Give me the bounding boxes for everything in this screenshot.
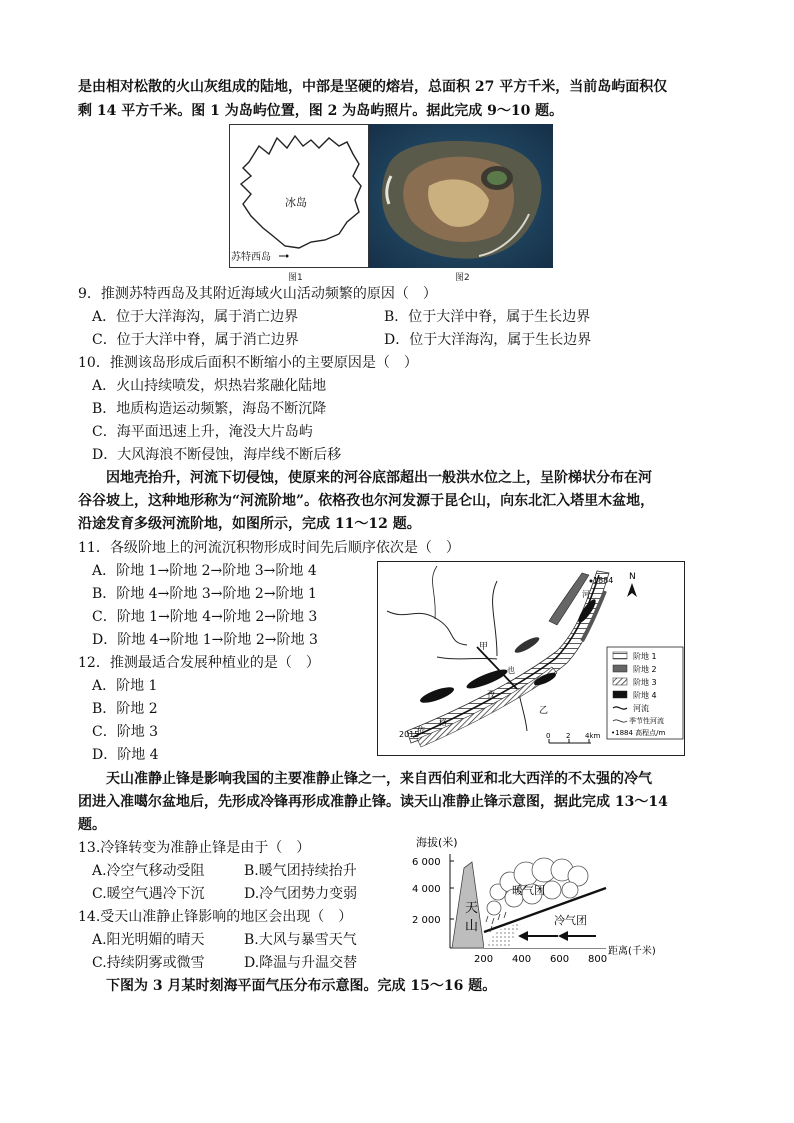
q13-option-d[interactable]: D.冷气团势力变弱: [244, 886, 358, 902]
q13-option-b[interactable]: B.暖气团持续抬升: [244, 863, 357, 879]
q11-option-b[interactable]: B．阶地 4→阶地 3→阶地 2→阶地 1: [92, 586, 317, 602]
front-xtick-200: 200: [474, 954, 494, 965]
warm-air-mass-label: 暖气团: [512, 884, 545, 897]
q12-stem: 12．推测最适合发展种植业的是（ ）: [78, 655, 320, 671]
intro-line-1: 是由相对松散的火山灰组成的陆地，中部是坚硬的熔岩，总面积 27 平方千米，当前岛屿面积仅: [78, 79, 668, 95]
iceland-map: [229, 124, 369, 268]
river-char-he: 河: [582, 590, 590, 599]
island-photo: [369, 124, 553, 268]
q10-option-d[interactable]: D．大风海浪不断侵蚀，海岸线不断后移: [92, 447, 342, 463]
tianshan-char-2: 山: [465, 919, 479, 934]
q14-option-a[interactable]: A.阳光明媚的晴天: [92, 932, 205, 948]
tianshan-char-1: 天: [465, 901, 479, 916]
q11-option-a[interactable]: A．阶地 1→阶地 2→阶地 3→阶地 4: [92, 563, 317, 579]
q14-option-b[interactable]: B.大风与暴雪天气: [244, 932, 357, 948]
label-yi: 乙: [539, 706, 549, 716]
q10-option-c[interactable]: C．海平面迅速上升，淹没大片岛屿: [92, 424, 313, 440]
legend-elevation-point: •1884 高程点/m: [611, 729, 666, 737]
cold-air-mass-label: 冷气团: [554, 914, 587, 927]
legend-river: 河流: [633, 704, 649, 713]
legend-terrace-1: 阶地 1: [633, 652, 657, 661]
river-char-ge: 格: [439, 718, 447, 727]
q14-option-c[interactable]: C.持续阴雾或微雪: [92, 955, 205, 971]
passage3-line-3: 题。: [78, 817, 106, 833]
passage2-line-2: 谷谷坡上，这种地形称为“河流阶地”。依格孜也尔河发源于昆仑山，向东北汇入塔里木盆地，: [78, 493, 655, 509]
legend-terrace-4: 阶地 4: [633, 691, 657, 700]
river-char-ye: 也: [507, 666, 515, 675]
river-char-yi: 依: [417, 726, 425, 735]
front-ylabel: 海拔(米): [416, 836, 458, 849]
q9-stem: 9．推测苏特西岛及其附近海域火山活动频繁的原因（ ）: [78, 286, 437, 302]
label-surtsey: 苏特西岛: [231, 252, 271, 263]
legend-seasonal-river: 季节性河流: [629, 717, 664, 725]
svg-text:4km: 4km: [585, 732, 601, 740]
q10-option-b[interactable]: B．地质构造运动频繁，海岛不断沉降: [92, 401, 327, 417]
q11-option-c[interactable]: C．阶地 1→阶地 4→阶地 2→阶地 3: [92, 609, 318, 625]
q13-option-c[interactable]: C.暖空气遇冷下沉: [92, 886, 205, 902]
front-xtick-400: 400: [512, 954, 532, 965]
river-char-zi: 孜: [487, 690, 495, 699]
river-terrace-map: [377, 561, 685, 756]
q14-option-d[interactable]: D.降温与升温交替: [244, 955, 358, 971]
q12-option-d[interactable]: D．阶地 4: [92, 747, 159, 763]
passage2-line-1: 因地壳抬升，河流下切侵蚀，使原来的河谷底部超出一般洪水位之上，呈阶梯状分布在河: [106, 470, 652, 486]
q10-option-a[interactable]: A．火山持续喷发，炽热岩浆融化陆地: [92, 378, 327, 394]
elev-point-top: 1884: [593, 576, 614, 585]
q12-option-c[interactable]: C．阶地 3: [92, 724, 159, 740]
front-ytick-6000: 6 000: [412, 857, 441, 868]
closing-line: 下图为 3 月某时刻海平面气压分布示意图。完成 15～16 题。: [106, 978, 497, 994]
intro-line-2: 剩 14 平方千米。图 1 为岛屿位置，图 2 为岛屿照片。据此完成 9～10 题。: [78, 103, 564, 119]
caption-fig1: 图1: [288, 273, 303, 283]
q13-option-a[interactable]: A.冷空气移动受阻: [92, 863, 205, 879]
caption-fig2: 图2: [455, 273, 470, 283]
passage2-line-3: 沿途发育多级河流阶地，如图所示，完成 11～12 题。: [78, 516, 421, 532]
elev-point-bottom: 2015: [399, 730, 420, 739]
svg-text:2: 2: [566, 732, 571, 740]
svg-text:0: 0: [546, 732, 551, 740]
legend-terrace-3: 阶地 3: [633, 678, 657, 687]
q11-option-d[interactable]: D．阶地 4→阶地 1→阶地 2→阶地 3: [92, 632, 318, 648]
q13-stem: 13.冷锋转变为准静止锋是由于（ ）: [78, 840, 311, 856]
q12-option-a[interactable]: A．阶地 1: [92, 678, 158, 694]
q9-option-c[interactable]: C．位于大洋中脊，属于消亡边界: [92, 332, 299, 348]
q14-stem: 14.受天山准静止锋影响的地区会出现（ ）: [78, 909, 353, 925]
front-ytick-4000: 4 000: [412, 884, 441, 895]
tianshan-front-diagram: [412, 832, 656, 968]
legend-terrace-2: 阶地 2: [633, 665, 657, 674]
q9-option-a[interactable]: A．位于大洋海沟，属于消亡边界: [92, 309, 299, 325]
q12-option-b[interactable]: B．阶地 2: [92, 701, 158, 717]
north-label: N: [629, 572, 636, 582]
front-ytick-2000: 2 000: [412, 915, 441, 926]
front-xtick-600: 600: [550, 954, 570, 965]
q9-option-b[interactable]: B．位于大洋中脊，属于生长边界: [384, 309, 591, 325]
q9-option-d[interactable]: D．位于大洋海沟，属于生长边界: [384, 332, 592, 348]
terrace-legend: [607, 647, 683, 739]
passage3-line-2: 团进入准噶尔盆地后，先形成冷锋再形成准静止锋。读天山准静止锋示意图，据此完成 13～14: [78, 794, 668, 810]
label-iceland: 冰岛: [285, 196, 307, 209]
q10-stem: 10．推测该岛形成后面积不断缩小的主要原因是（ ）: [78, 355, 418, 371]
front-xlabel: 距离(千米): [608, 946, 656, 957]
q11-stem: 11．各级阶地上的河流沉积物形成时间先后顺序依次是（ ）: [78, 540, 460, 556]
passage3-line-1: 天山准静止锋是影响我国的主要准静止锋之一，来自西伯利亚和北大西洋的不太强的冷气: [106, 771, 652, 787]
front-xtick-800: 800: [588, 954, 608, 965]
label-jia: 甲: [479, 642, 489, 652]
